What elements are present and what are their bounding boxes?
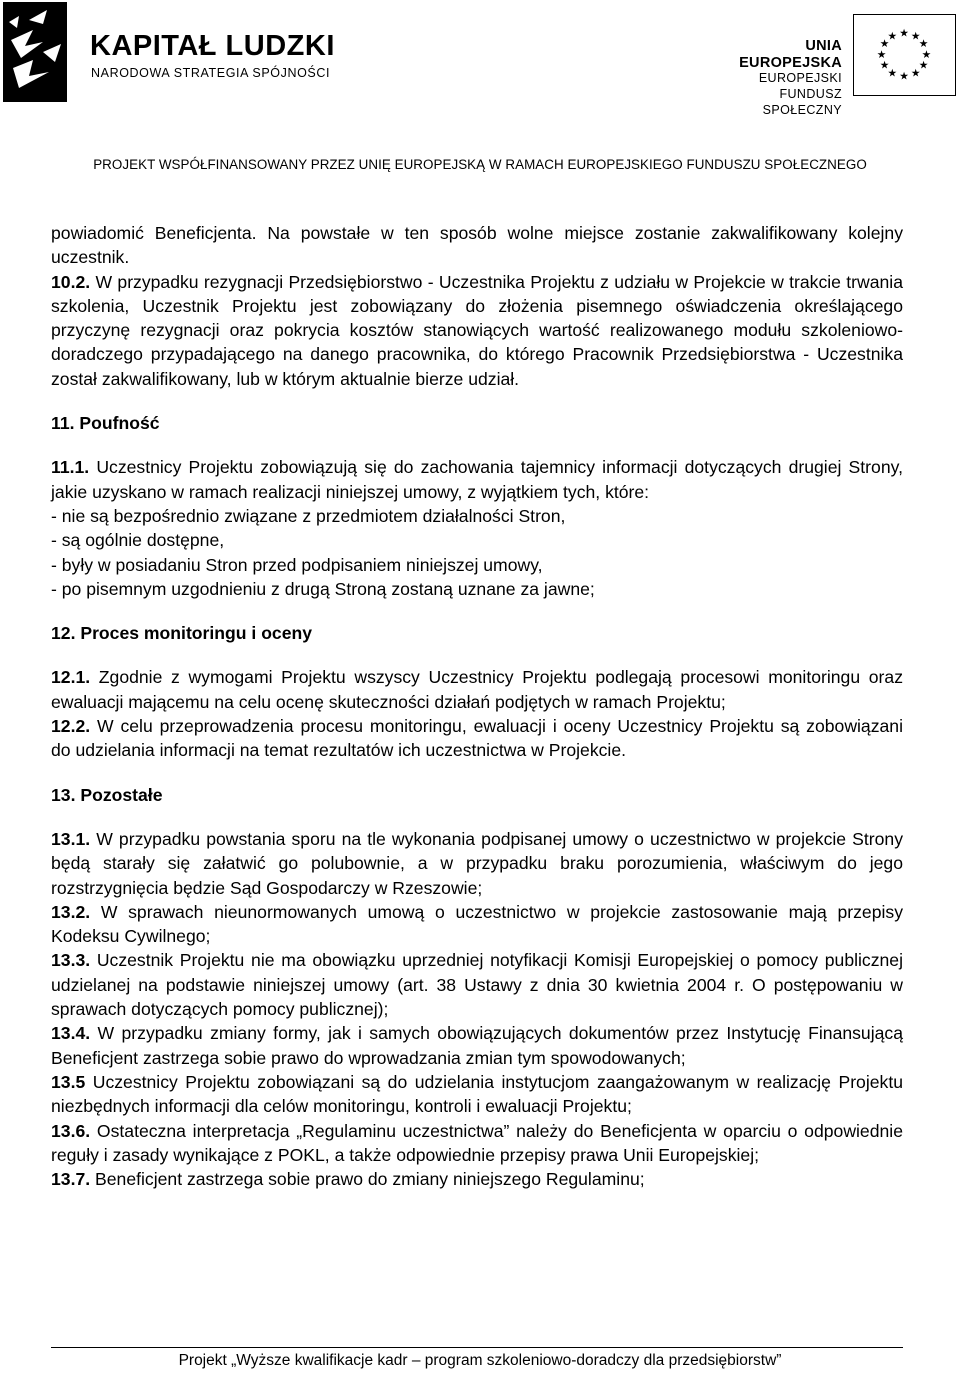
section-heading-11: 11. Poufność: [51, 413, 160, 434]
paragraph-13-3: [51, 948, 903, 1021]
paragraph-13-5: [51, 1070, 903, 1119]
footer-divider: [51, 1347, 903, 1348]
svg-text:★: ★: [879, 37, 890, 51]
eu-fund-label: [700, 38, 842, 118]
paragraph-13-2: [51, 900, 903, 949]
paragraph-text: Zgodnie z wymogami Projektu wszyscy Uczestnicy Projektu podlegają procesowi monitoringu oraz ewaluacji mającemu na celu ocenę skuteczności działań podjętych w ramach Projektu;: [51, 667, 903, 712]
ue-line-3: FUNDUSZ SPOŁECZNY: [762, 86, 842, 117]
section-heading-13: 13. Pozostałe: [51, 784, 163, 805]
paragraph-text: Uczestnicy Projektu zobowiązują się do zachowania tajemnicy informacji dotyczących drugiej Strony, jakie uzyskano w ramach realizacji niniejszej umowy, z wyjątkiem tych, które:: [51, 457, 903, 502]
paragraph-10-2: [51, 270, 903, 391]
paragraph-text: W przypadku rezygnacji Przedsiębiorstwo - Uczestnika Projektu z udziału w Projekcie w trakcie trwania szkolenia, Uczestnik Projektu jest zobowiązany do złożenia pisemnego oświadczenia określającego przyczynę rezygnacji oraz pokrycia kosztów stanowiących wartość realizowanego modułu szkoleniowo-doradczego przypadającego na danego pracownika, do którego Pracownik Przedsiębiorstwa - Uczestnika został zakwalifikowany, lub w którym aktualnie bierze udział.: [51, 271, 903, 389]
list-item: - były w posiadaniu Stron przed podpisaniem niniejszej umowy,: [51, 554, 543, 575]
page-header: [0, 0, 960, 172]
svg-text:★: ★: [879, 58, 890, 72]
paragraph-number: 13.4.: [51, 1023, 91, 1044]
paragraph-13-7: [51, 1167, 903, 1191]
svg-text:★: ★: [876, 47, 887, 61]
paragraph-12-1: [51, 665, 903, 714]
paragraph-number: 11.1.: [51, 457, 90, 478]
paragraph-text: W przypadku zmiany formy, jak i samych obowiązujących dokumentów przez Instytucję Finansującą Beneficjent zastrzega sobie prawo do wprowadzania zmian tym spowodowanych;: [51, 1023, 903, 1068]
paragraph-number: 13.7.: [51, 1169, 91, 1190]
paragraph-number: 12.1.: [51, 667, 91, 688]
paragraph-13-6: [51, 1119, 903, 1168]
paragraph-text: W sprawach nieunormowanych umową o uczestnictwo w projekcie zastosowanie mają przepisy Kodeksu Cywilnego;: [51, 901, 903, 947]
eu-flag-icon: [853, 14, 956, 96]
footer-project-title: Projekt „Wyższe kwalifikacje kadr – program szkoleniowo-doradczy dla przedsiębiorstw”: [178, 1352, 782, 1369]
paragraph-number: 13.1.: [51, 828, 91, 849]
list-item: - są ogólnie dostępne,: [51, 530, 225, 551]
paragraph-text: Ostateczna interpretacja „Regulaminu uczestnictwa” należy do Beneficjenta w oparciu o odpowiednie reguły i zasady wynikające z POKL, a także odpowiednie przepisy prawa Unii Europejskiej;: [51, 1120, 903, 1165]
svg-text:★: ★: [887, 29, 898, 43]
paragraph-text: Beneficjent zastrzega sobie prawo do zmiany niniejszego Regulaminu;: [90, 1169, 645, 1190]
paragraph-number: 13.5: [51, 1071, 86, 1092]
list-item: - po pisemnym uzgodnieniu z drugą Stroną zostaną uznane za jawne;: [51, 578, 595, 599]
paragraph-number: 13.6.: [51, 1120, 91, 1141]
list-item: - nie są bezpośrednio związane z przedmiotem działalności Stron,: [51, 505, 566, 526]
cofinancing-notice: PROJEKT WSPÓŁFINANSOWANY PRZEZ UNIĘ EUROPEJSKĄ W RAMACH EUROPEJSKIEGO FUNDUSZU SPOŁECZNEGO: [93, 157, 867, 172]
svg-text:★: ★: [918, 37, 929, 51]
svg-text:★: ★: [921, 47, 932, 61]
ue-line-2: EUROPEJSKI: [758, 71, 842, 86]
kapital-ludzki-subtitle: NARODOWA STRATEGIA SPÓJNOŚCI: [91, 66, 331, 80]
section-heading-12: 12. Proces monitoringu i oceny: [51, 623, 313, 644]
svg-text:★: ★: [910, 29, 921, 43]
paragraph-text: Uczestnik Projektu nie ma obowiązku uprzedniej notyfikacji Komisji Europejskiej o pomocy publicznej udzielanej na podstawie niniejszej umowy (art. 38 Ustawy z dnia 30 kwietnia 2004 r. O postępowaniu w sprawach dotyczących pomocy publicznej);: [51, 950, 903, 1020]
paragraph-12-2: [51, 714, 903, 763]
paragraph-intro: powiadomić Beneficjenta. Na powstałe w ten sposób wolne miejsce zostanie zakwalifikowany kolejny uczestnik.: [51, 223, 903, 268]
kapital-ludzki-logo-icon: [3, 2, 67, 102]
svg-text:★: ★: [918, 58, 929, 72]
paragraph-13-1: [51, 827, 903, 900]
svg-text:★: ★: [910, 66, 921, 80]
svg-text:★: ★: [899, 69, 909, 83]
paragraph-text: W celu przeprowadzenia procesu monitoringu, ewaluacji i oceny Uczestnicy Projektu są zobowiązani do udzielania informacji na temat rezultatów ich uczestnictwa w Projekcie.: [51, 716, 903, 761]
kapital-ludzki-title: KAPITAŁ LUDZKI: [90, 30, 335, 62]
paragraph-number: 13.3.: [51, 950, 91, 971]
paragraph-text: Uczestnicy Projektu zobowiązani są do udzielania instytucjom zaangażowanym w realizację Projektu niezbędnych informacji dla celów monitoringu, kontroli i ewaluacji Projektu;: [51, 1071, 903, 1117]
ue-title: UNIA EUROPEJSKA: [739, 38, 842, 71]
paragraph-number: 13.2.: [51, 901, 91, 922]
svg-text:★: ★: [899, 26, 909, 40]
paragraph-number: 12.2.: [51, 716, 91, 737]
paragraph-13-4: [51, 1021, 903, 1070]
paragraph-number: 10.2.: [51, 271, 91, 292]
regulation-body: [51, 221, 903, 1191]
svg-text:★: ★: [887, 66, 898, 80]
paragraph-text: W przypadku powstania sporu na tle wykonania podpisanej umowy o uczestnictwo w projekcie Strony będą starały się załatwić go polubownie, a w przypadku braku porozumienia, właściwym do jego rozstrzygnięcia będzie Sąd Gospodarczy w Rzeszowie;: [51, 828, 903, 898]
paragraph-11-1: [51, 455, 903, 504]
